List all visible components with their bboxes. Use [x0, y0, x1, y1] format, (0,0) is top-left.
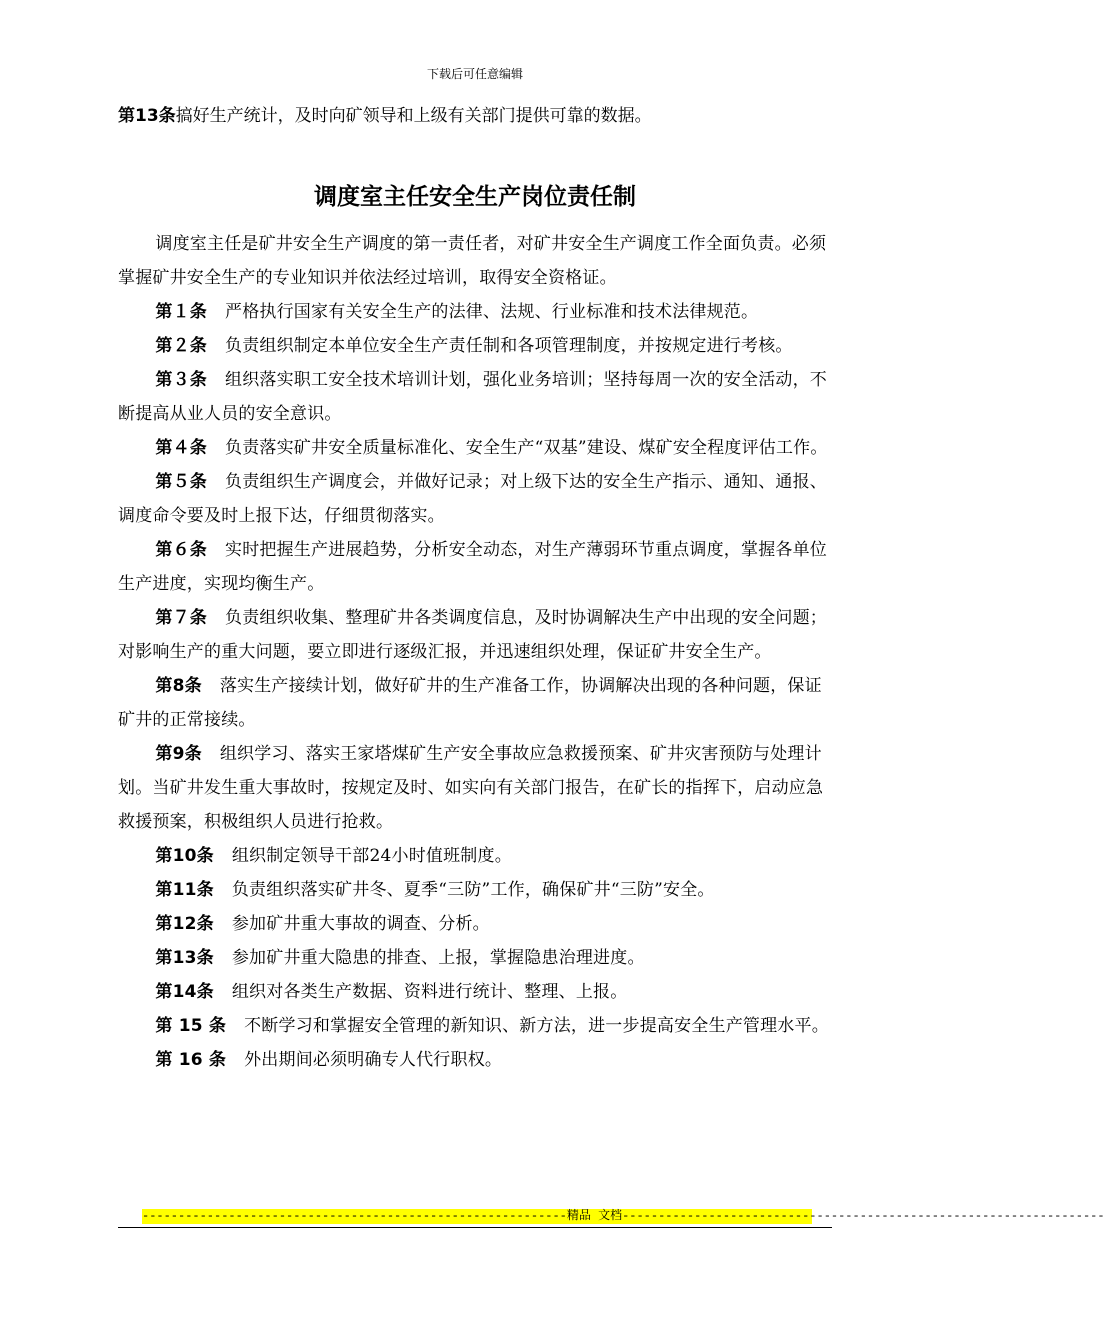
article-label: 第 15 条 [155, 1016, 227, 1036]
article-8 [118, 669, 836, 737]
article-text: 组织制定领导干部24小时值班制度。 [231, 846, 512, 866]
document-title: 调度室主任安全生产岗位责任制 [314, 184, 636, 210]
article-text: 负责组织生产调度会，并做好记录；对上级下达的安全生产指示、通知、通报、调度命令要及时上报下达，仔细贯彻落实。 [118, 472, 827, 526]
article-3 [118, 363, 836, 431]
article-label: 第 16 条 [155, 1050, 227, 1070]
article-label: 第１条 [155, 302, 207, 322]
intro-paragraph: 调度室主任是矿井安全生产调度的第一责任者，对矿井安全生产调度工作全面负责。必须掌握矿井安全生产的专业知识并依法经过培训，取得安全资格证。 [118, 234, 827, 288]
article-6 [118, 533, 836, 601]
article-label: 第７条 [155, 608, 207, 628]
document-body [118, 227, 836, 1077]
carryover-article [118, 103, 838, 129]
article-14 [118, 975, 836, 1009]
article-9 [118, 737, 836, 839]
article-text: 组织对各类生产数据、资料进行统计、整理、上报。 [231, 982, 628, 1002]
page-header-note: 下载后可任意编辑 [426, 67, 523, 81]
article-label: 第２条 [155, 336, 207, 356]
article-10 [118, 839, 836, 873]
article-label: 第14条 [155, 982, 214, 1002]
article-text: 负责落实矿井安全质量标准化、安全生产“双基”建设、煤矿安全程度评估工作。 [225, 438, 828, 458]
article-text: 参加矿井重大隐患的排查、上报，掌握隐患治理进度。 [231, 948, 645, 968]
article-1 [118, 295, 836, 329]
article-16 [118, 1043, 836, 1077]
article-4 [118, 431, 836, 465]
article-label: 第9条 [155, 744, 202, 764]
footer-watermark-line: -----------------------------------------------------------精品 文档------------------------------------------------------------------- [142, 1209, 1105, 1223]
article-text: 搞好生产统计，及时向矿领导和上级有关部门提供可靠的数据。 [175, 106, 652, 126]
article-5 [118, 465, 836, 533]
article-text: 落实生产接续计划，做好矿井的生产准备工作，协调解决出现的各种问题，保证矿井的正常接续。 [118, 676, 822, 730]
footer-divider [118, 1227, 832, 1228]
article-text: 外出期间必须明确专人代行职权。 [244, 1050, 503, 1070]
article-text: 负责组织收集、整理矿井各类调度信息，及时协调解决生产中出现的安全问题；对影响生产的重大问题，要立即进行逐级汇报，并迅速组织处理，保证矿井安全生产。 [118, 608, 827, 662]
article-text: 组织学习、落实王家塔煤矿生产安全事故应急救援预案、矿井灾害预防与处理计划。当矿井发生重大事故时，按规定及时、如实向有关部门报告，在矿长的指挥下，启动应急救援预案，积极组织人员进行抢救。 [118, 744, 824, 832]
article-label: 第５条 [155, 472, 207, 492]
article-text: 参加矿井重大事故的调查、分析。 [231, 914, 490, 934]
article-text: 负责组织落实矿井冬、夏季“三防”工作，确保矿井“三防”安全。 [231, 880, 715, 900]
article-label: 第12条 [155, 914, 214, 934]
article-label: 第６条 [155, 540, 207, 560]
article-label: 第13条 [118, 106, 176, 126]
article-13 [118, 941, 836, 975]
article-2 [118, 329, 836, 363]
article-text: 严格执行国家有关安全生产的法律、法规、行业标准和技术法律规范。 [225, 302, 759, 322]
article-12 [118, 907, 836, 941]
article-label: 第３条 [155, 370, 207, 390]
article-label: 第8条 [155, 676, 202, 696]
article-label: 第10条 [155, 846, 214, 866]
article-text: 负责组织制定本单位安全生产责任制和各项管理制度，并按规定进行考核。 [225, 336, 793, 356]
article-7 [118, 601, 836, 669]
article-11 [118, 873, 836, 907]
article-label: 第４条 [155, 438, 207, 458]
article-text: 实时把握生产进展趋势，分析安全动态，对生产薄弱环节重点调度，掌握各单位生产进度，实现均衡生产。 [118, 540, 827, 594]
article-label: 第11条 [155, 880, 214, 900]
article-text: 不断学习和掌握安全管理的新知识、新方法，进一步提高安全生产管理水平。 [244, 1016, 829, 1036]
article-text: 组织落实职工安全技术培训计划，强化业务培训；坚持每周一次的安全活动，不断提高从业人员的安全意识。 [118, 370, 827, 424]
article-label: 第13条 [155, 948, 214, 968]
article-15 [118, 1009, 836, 1043]
